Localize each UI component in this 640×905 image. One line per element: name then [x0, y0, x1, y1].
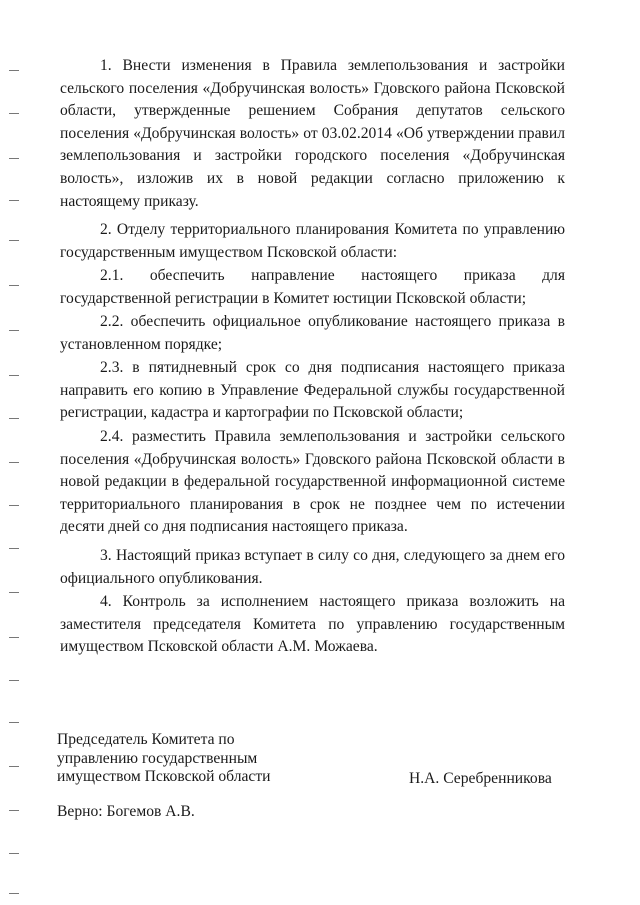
paragraph-4: 4. Контроль за исполнением настоящего приказа возложить на заместителя председателя Комитета по управлению государственным имуществом Псковской области А.М. Можаева. [60, 593, 565, 656]
signatory-title-line-1: Председатель Комитета по [57, 731, 235, 748]
paragraph-2-1: 2.1. обеспечить направление настоящего приказа для государственной регистрации в Комитет юстиции Псковской области; [60, 267, 565, 307]
paragraph-2-4: 2.4. разместить Правила землепользования и застройки сельского поселения «Добручинская волость» Гдовского района Псковской области в новой редакции в федеральной государственной информационной системе территориального планирования в срок не позднее чем по истечении десяти дней со дня подписания настоящего приказа. [60, 428, 565, 536]
paragraph-2: 2. Отделу территориального планирования Комитета по управлению государственным имуществом Псковской области: [60, 221, 565, 261]
signatory-name: Н.А. Серебренникова [409, 770, 552, 787]
signatory-title-line-2: управлению государственным [57, 749, 258, 767]
signatory-title-line-3: имуществом Псковской области [57, 768, 271, 785]
paragraph-3: 3. Настоящий приказ вступает в силу со дня, следующего за днем его официального опубликования. [60, 547, 565, 587]
signatory-title [57, 731, 271, 787]
paragraph-2-2: 2.2. обеспечить официальное опубликование настоящего приказа в установленном порядке; [60, 313, 565, 353]
paragraph-2-3: 2.3. в пятидневный срок со дня подписания настоящего приказа направить его копию в Управление Федеральной службы государственной регистрации, кадастра и картографии по Псковской области; [60, 359, 565, 422]
verified-by: Верно: Богемов А.В. [57, 803, 195, 820]
paragraph-1: 1. Внести изменения в Правила землепользования и застройки сельского поселения «Добручинская волость» Гдовского района Псковской области, утвержденные решением Собрания депутатов сельского поселения «Добручинская волость» от 03.02.2014 «Об утверждении правил землепользования и застройки городского поселения «Добручинская волость», изложив их в новой редакции согласно приложению к настоящему приказу. [60, 57, 565, 210]
